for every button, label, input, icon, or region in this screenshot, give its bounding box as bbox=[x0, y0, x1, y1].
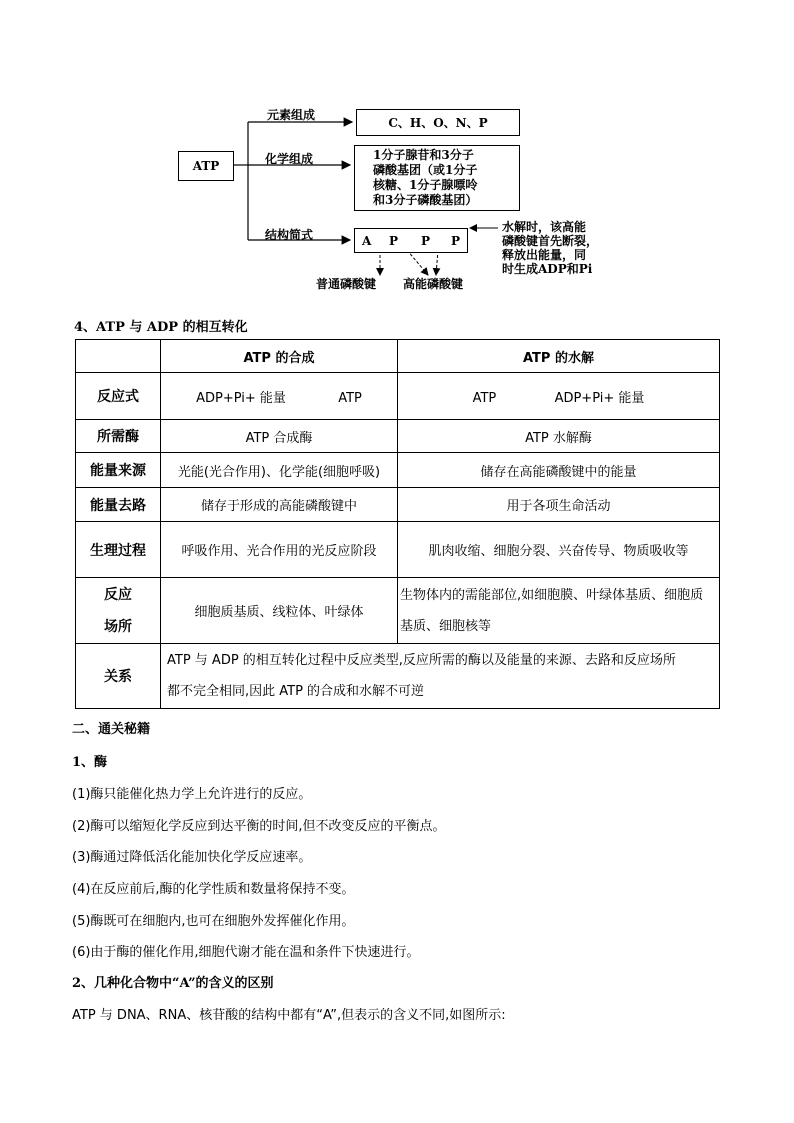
table-header-row bbox=[76, 340, 720, 373]
chemical-box bbox=[354, 145, 520, 211]
enzyme-item-6: (6)由于酶的催化作用,细胞代谢才能在温和条件下快速进行。 bbox=[72, 945, 420, 960]
row-head-location-line-1: 反应 bbox=[104, 586, 132, 603]
hydrolysis-enzyme: ATP 水解酶 bbox=[398, 420, 720, 453]
row-head-energy-source: 能量来源 bbox=[76, 453, 161, 488]
part-2-title: 二、通关秘籍 bbox=[72, 722, 151, 737]
hydrolysis-location-line-1: 生物体内的需能部位,如细胞膜、叶绿体基质、细胞质 bbox=[400, 587, 704, 603]
elements-box bbox=[356, 109, 520, 136]
chemical-line-4: 和3分子磷酸基团） bbox=[373, 193, 478, 207]
atp-box-label: ATP bbox=[192, 159, 220, 173]
hydrolysis-location bbox=[398, 578, 720, 644]
table-row bbox=[76, 522, 720, 578]
row-head-process: 生理过程 bbox=[76, 522, 161, 578]
high-energy-bond-label: 高能磷酸键 bbox=[403, 277, 464, 291]
synthesis-energy-use: 储存于形成的高能磷酸键中 bbox=[161, 488, 398, 522]
table-row bbox=[76, 578, 720, 644]
chemical-line-1: 1分子腺苷和3分子 bbox=[373, 148, 474, 162]
hydrolysis-energy-source: 储存在高能磷酸键中的能量 bbox=[398, 453, 720, 488]
hydrolysis-note bbox=[502, 220, 598, 276]
enzyme-item-1: (1)酶只能催化热力学上允许进行的反应。 bbox=[72, 787, 312, 802]
synthesis-product: ATP bbox=[338, 390, 362, 406]
hydrolysis-location-line-2: 基质、细胞核等 bbox=[400, 618, 492, 634]
formula-a: A bbox=[362, 234, 372, 248]
normal-bond-label: 普通磷酸键 bbox=[316, 277, 377, 291]
synthesis-enzyme: ATP 合成酶 bbox=[161, 420, 398, 453]
relation-line-1: ATP 与 ADP 的相互转化过程中反应类型,反应所需的酶以及能量的来源、去路和反应场所 bbox=[167, 653, 676, 668]
synthesis-reaction bbox=[161, 373, 398, 420]
synthesis-location: 细胞质基质、线粒体、叶绿体 bbox=[161, 578, 398, 644]
table-row bbox=[76, 453, 720, 488]
enzyme-item-5: (5)酶既可在细胞内,也可在细胞外发挥催化作用。 bbox=[72, 914, 355, 929]
table-row bbox=[76, 644, 720, 709]
enzyme-item-4: (4)在反应前后,酶的化学性质和数量将保持不变。 bbox=[72, 882, 355, 897]
hydrolysis-process: 肌肉收缩、细胞分裂、兴奋传导、物质吸收等 bbox=[398, 522, 720, 578]
note-line-3: 释放出能量，同 bbox=[502, 248, 587, 262]
formula-p1: P bbox=[389, 234, 399, 248]
table-row bbox=[76, 420, 720, 453]
enzyme-subtitle: 1、酶 bbox=[72, 755, 108, 770]
atp-adp-table bbox=[75, 339, 720, 709]
hydrolysis-reaction bbox=[398, 373, 720, 420]
relation-text bbox=[161, 644, 720, 709]
row-head-energy-use: 能量去路 bbox=[76, 488, 161, 522]
a-meaning-intro: ATP 与 DNA、RNA、核苷酸的结构中都有“A”,但表示的含义不同,如图所示: bbox=[72, 1008, 506, 1023]
chemical-line-2: 磷酸基团（或1分子 bbox=[373, 163, 478, 177]
synthesis-reactant: ADP+Pi+ 能量 bbox=[196, 390, 286, 406]
synthesis-process: 呼吸作用、光合作用的光反应阶段 bbox=[161, 522, 398, 578]
chemical-line-3: 核糖、1分子腺嘌呤 bbox=[373, 178, 478, 192]
hydrolysis-reactant: ATP bbox=[472, 390, 497, 406]
row-head-location bbox=[76, 578, 161, 644]
note-line-2: 磷酸键首先断裂， bbox=[502, 234, 599, 248]
synthesis-energy-source: 光能(光合作用)、化学能(细胞呼吸) bbox=[161, 453, 398, 488]
atp-box bbox=[178, 151, 234, 181]
hydrolysis-product: ADP+Pi+ 能量 bbox=[554, 390, 645, 406]
note-line-4: 时生成ADP和Pi bbox=[502, 262, 593, 276]
header-empty bbox=[76, 340, 161, 373]
formula-box bbox=[354, 228, 468, 253]
enzyme-item-3: (3)酶通过降低活化能加快化学反应速率。 bbox=[72, 850, 312, 865]
branch-label-elements: 元素组成 bbox=[267, 108, 316, 122]
elements-content: C、H、O、N、P bbox=[388, 115, 488, 130]
branch-label-structure: 结构简式 bbox=[265, 228, 314, 242]
formula-p3: P bbox=[451, 234, 461, 248]
branch-label-chemical: 化学组成 bbox=[265, 152, 314, 166]
row-head-relation: 关系 bbox=[76, 644, 161, 709]
section-4-title: 4、ATP 与 ADP 的相互转化 bbox=[74, 320, 248, 335]
note-line-1: 水解时，该高能 bbox=[502, 220, 587, 234]
formula-p2: P bbox=[421, 234, 431, 248]
header-hydrolysis: ATP 的水解 bbox=[398, 340, 720, 373]
row-head-reaction: 反应式 bbox=[76, 373, 161, 420]
table-row bbox=[76, 373, 720, 420]
enzyme-item-2: (2)酶可以缩短化学反应到达平衡的时间,但不改变反应的平衡点。 bbox=[72, 819, 446, 834]
atp-structure-diagram bbox=[0, 0, 794, 300]
relation-line-2: 都不完全相同,因此 ATP 的合成和水解不可逆 bbox=[167, 684, 425, 699]
row-head-location-line-2: 场所 bbox=[104, 618, 132, 635]
a-meaning-subtitle: 2、几种化合物中“A”的含义的区别 bbox=[72, 976, 274, 991]
hydrolysis-energy-use: 用于各项生命活动 bbox=[398, 488, 720, 522]
table-row bbox=[76, 488, 720, 522]
header-synthesis: ATP 的合成 bbox=[161, 340, 398, 373]
row-head-enzyme: 所需酶 bbox=[76, 420, 161, 453]
